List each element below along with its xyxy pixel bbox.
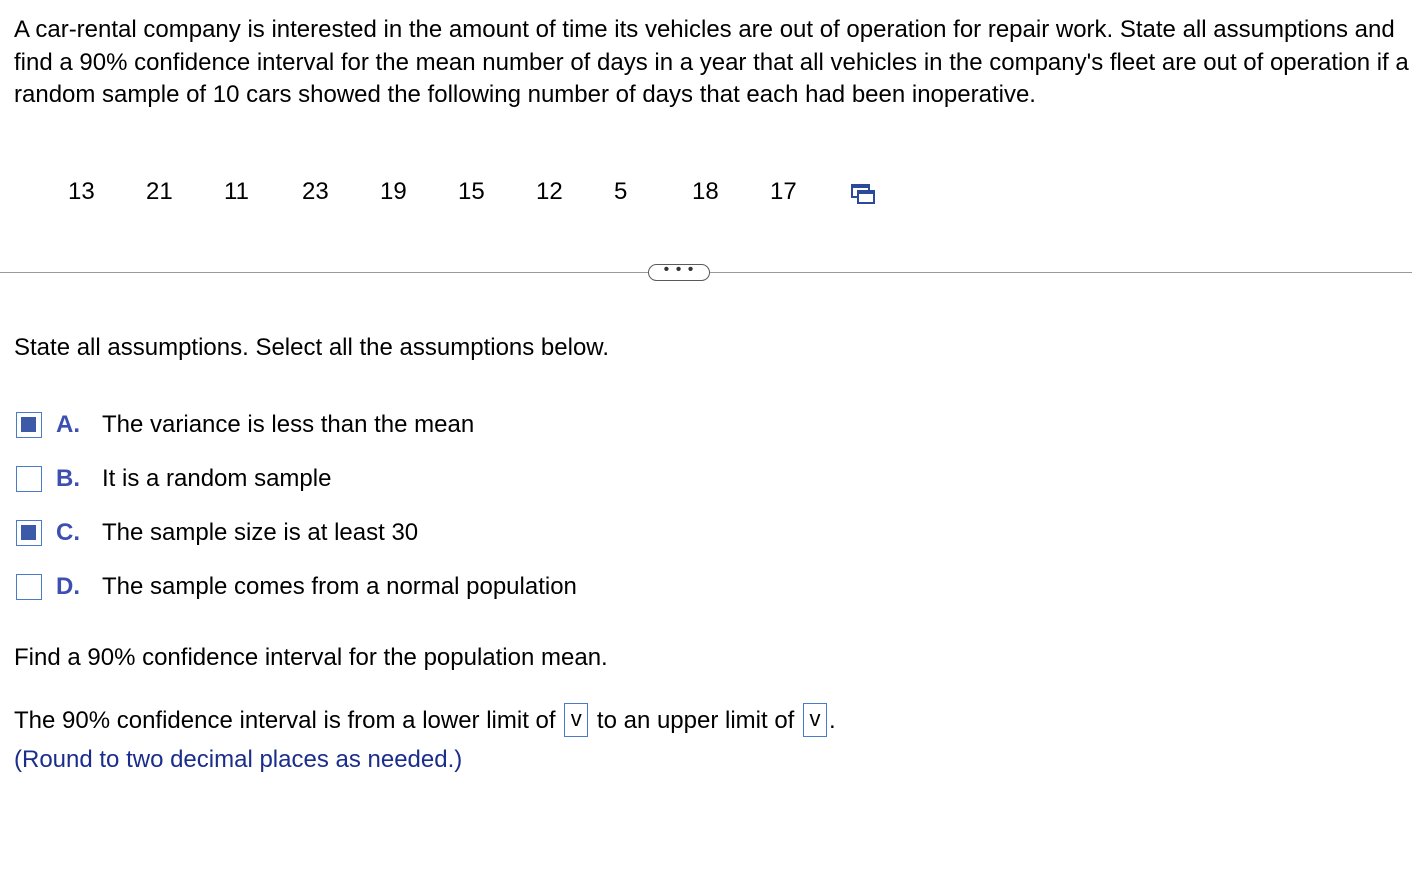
checkbox-checked-mark bbox=[21, 525, 36, 540]
ci-suffix-text: . bbox=[829, 707, 836, 734]
option-letter: A. bbox=[56, 411, 80, 438]
data-value: 13 bbox=[68, 178, 95, 205]
assumptions-question: State all assumptions. Select all the assumptions below. bbox=[14, 334, 609, 361]
option-letter: B. bbox=[56, 465, 80, 492]
data-value: 18 bbox=[692, 178, 719, 205]
data-value: 15 bbox=[458, 178, 485, 205]
rounding-note: (Round to two decimal places as needed.) bbox=[14, 746, 463, 773]
copy-data-icon[interactable] bbox=[850, 183, 876, 205]
checkbox-a[interactable] bbox=[16, 412, 42, 438]
data-value: 5 bbox=[614, 178, 628, 205]
option-text: The sample size is at least 30 bbox=[102, 519, 419, 546]
checkbox-checked-mark bbox=[21, 417, 36, 432]
option-letter: D. bbox=[56, 573, 80, 600]
problem-statement: A car-rental company is interested in the amount of time its vehicles are out of operation for repair work. State all assumptions and find a 90% confidence interval for the mean number of days in a year that all vehicles in the company's fleet are out of operation if a random sample of 10 cars showed the following number of days that each had been inoperative. bbox=[14, 16, 1409, 108]
checkbox-c[interactable] bbox=[16, 520, 42, 546]
option-text: It is a random sample bbox=[102, 465, 332, 492]
option-text: The variance is less than the mean bbox=[102, 411, 475, 438]
data-value: 11 bbox=[224, 178, 249, 205]
option-text: The sample comes from a normal population bbox=[102, 573, 577, 600]
data-value: 17 bbox=[770, 178, 797, 205]
confidence-interval-answer-line bbox=[14, 704, 836, 738]
checkbox-d[interactable] bbox=[16, 574, 42, 600]
ci-prefix-text: The 90% confidence interval is from a lower limit of bbox=[14, 707, 556, 734]
data-value: 19 bbox=[380, 178, 407, 205]
lower-limit-input[interactable]: v bbox=[564, 703, 588, 737]
data-value: 23 bbox=[302, 178, 329, 205]
data-value: 12 bbox=[536, 178, 563, 205]
upper-limit-input[interactable]: v bbox=[803, 703, 827, 737]
checkbox-b[interactable] bbox=[16, 466, 42, 492]
more-options-button[interactable]: • • • bbox=[648, 264, 710, 281]
data-value: 21 bbox=[146, 178, 173, 205]
ci-middle-text: to an upper limit of bbox=[596, 707, 795, 734]
option-letter: C. bbox=[56, 519, 80, 546]
confidence-interval-question: Find a 90% confidence interval for the population mean. bbox=[14, 644, 608, 671]
